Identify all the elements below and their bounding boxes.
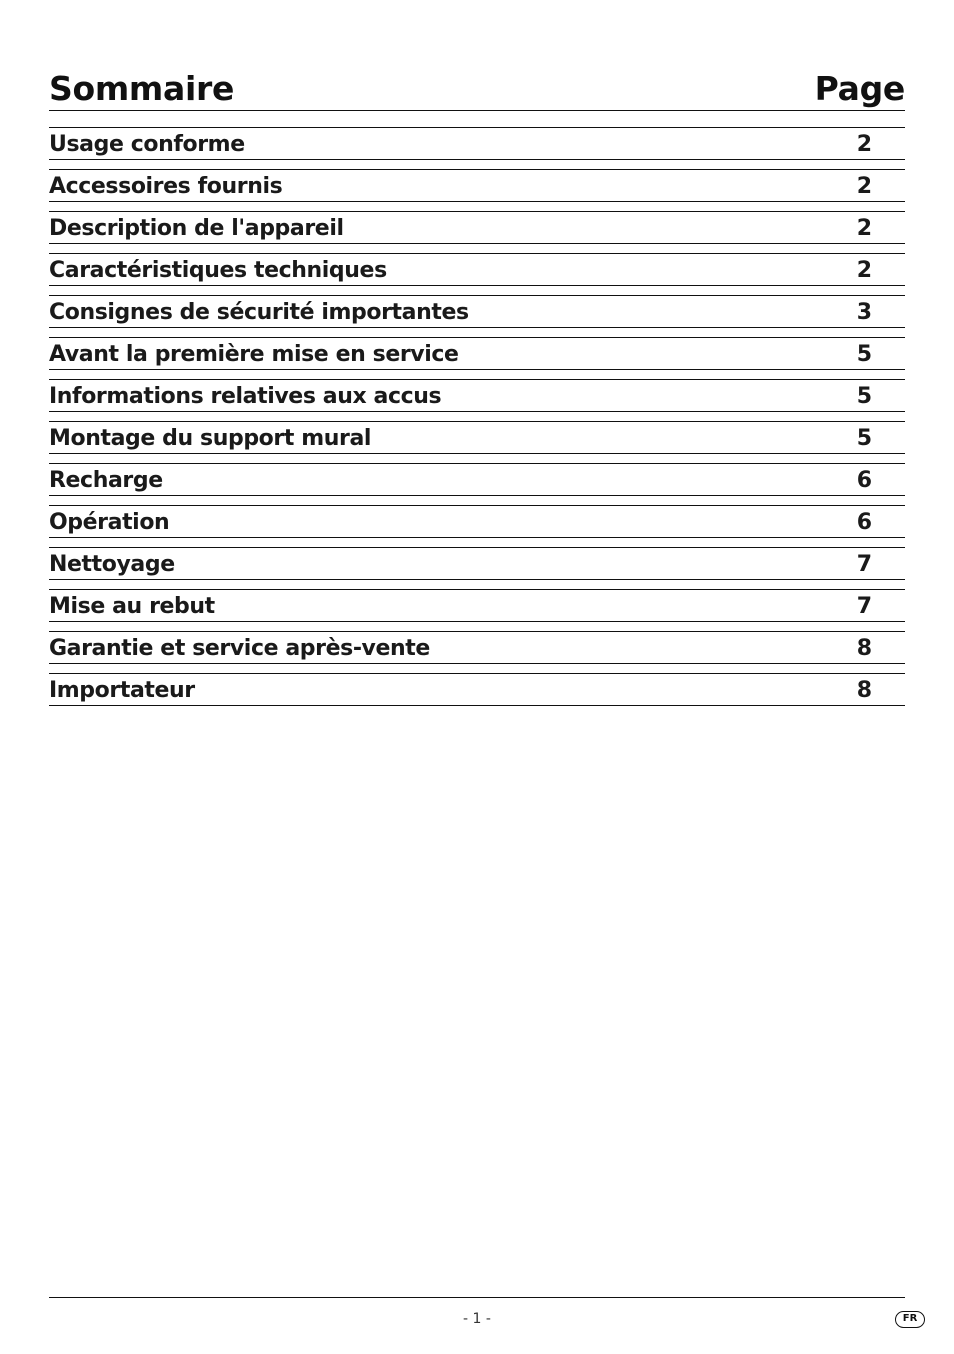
toc-entry-label: Informations relatives aux accus: [49, 384, 442, 409]
toc-entry-label: Avant la première mise en service: [49, 342, 459, 367]
toc-entry[interactable]: [49, 253, 905, 286]
page-number: - 1 -: [463, 1311, 491, 1327]
toc-entry-label: Montage du support mural: [49, 426, 372, 451]
page-title: Sommaire: [49, 69, 235, 108]
toc-entry-label: Accessoires fournis: [49, 174, 283, 199]
toc-entry[interactable]: [49, 127, 905, 160]
toc-entry-label: Mise au rebut: [49, 594, 215, 619]
toc-entry-page: 2: [856, 216, 872, 241]
toc-entry[interactable]: [49, 463, 905, 496]
toc-header: [49, 68, 905, 111]
toc-entry-page: 5: [856, 384, 872, 409]
toc-entry-page: 8: [856, 678, 872, 703]
toc-entry-page: 8: [856, 636, 872, 661]
toc-entry[interactable]: [49, 673, 905, 706]
toc-entry[interactable]: [49, 421, 905, 454]
toc-entry[interactable]: [49, 379, 905, 412]
toc-entry-page: 7: [856, 594, 872, 619]
toc-entry-page: 2: [856, 174, 872, 199]
toc-entry-label: Garantie et service après-vente: [49, 636, 430, 661]
language-badge: FR: [895, 1311, 925, 1328]
page-column-heading: Page: [814, 69, 905, 108]
toc-entry-page: 3: [856, 300, 872, 325]
toc-entry-label: Importateur: [49, 678, 195, 703]
toc-entry-label: Opération: [49, 510, 170, 535]
toc-entry[interactable]: [49, 337, 905, 370]
toc-entry[interactable]: [49, 505, 905, 538]
toc-entry-page: 6: [856, 510, 872, 535]
toc-entry[interactable]: [49, 211, 905, 244]
toc-entry-label: Nettoyage: [49, 552, 175, 577]
table-of-contents: [49, 127, 905, 715]
toc-entry-page: 7: [856, 552, 872, 577]
footer-divider: [49, 1297, 905, 1298]
toc-entry-page: 5: [856, 426, 872, 451]
toc-entry-page: 2: [856, 258, 872, 283]
toc-entry-label: Description de l'appareil: [49, 216, 344, 241]
toc-entry[interactable]: [49, 169, 905, 202]
toc-entry-label: Consignes de sécurité importantes: [49, 300, 469, 325]
toc-entry-page: 5: [856, 342, 872, 367]
toc-entry-label: Caractéristiques techniques: [49, 258, 387, 283]
toc-entry-label: Usage conforme: [49, 132, 245, 157]
toc-entry-label: Recharge: [49, 468, 163, 493]
toc-entry[interactable]: [49, 631, 905, 664]
toc-entry-page: 6: [856, 468, 872, 493]
toc-entry[interactable]: [49, 547, 905, 580]
toc-entry[interactable]: [49, 589, 905, 622]
toc-entry[interactable]: [49, 295, 905, 328]
toc-entry-page: 2: [856, 132, 872, 157]
